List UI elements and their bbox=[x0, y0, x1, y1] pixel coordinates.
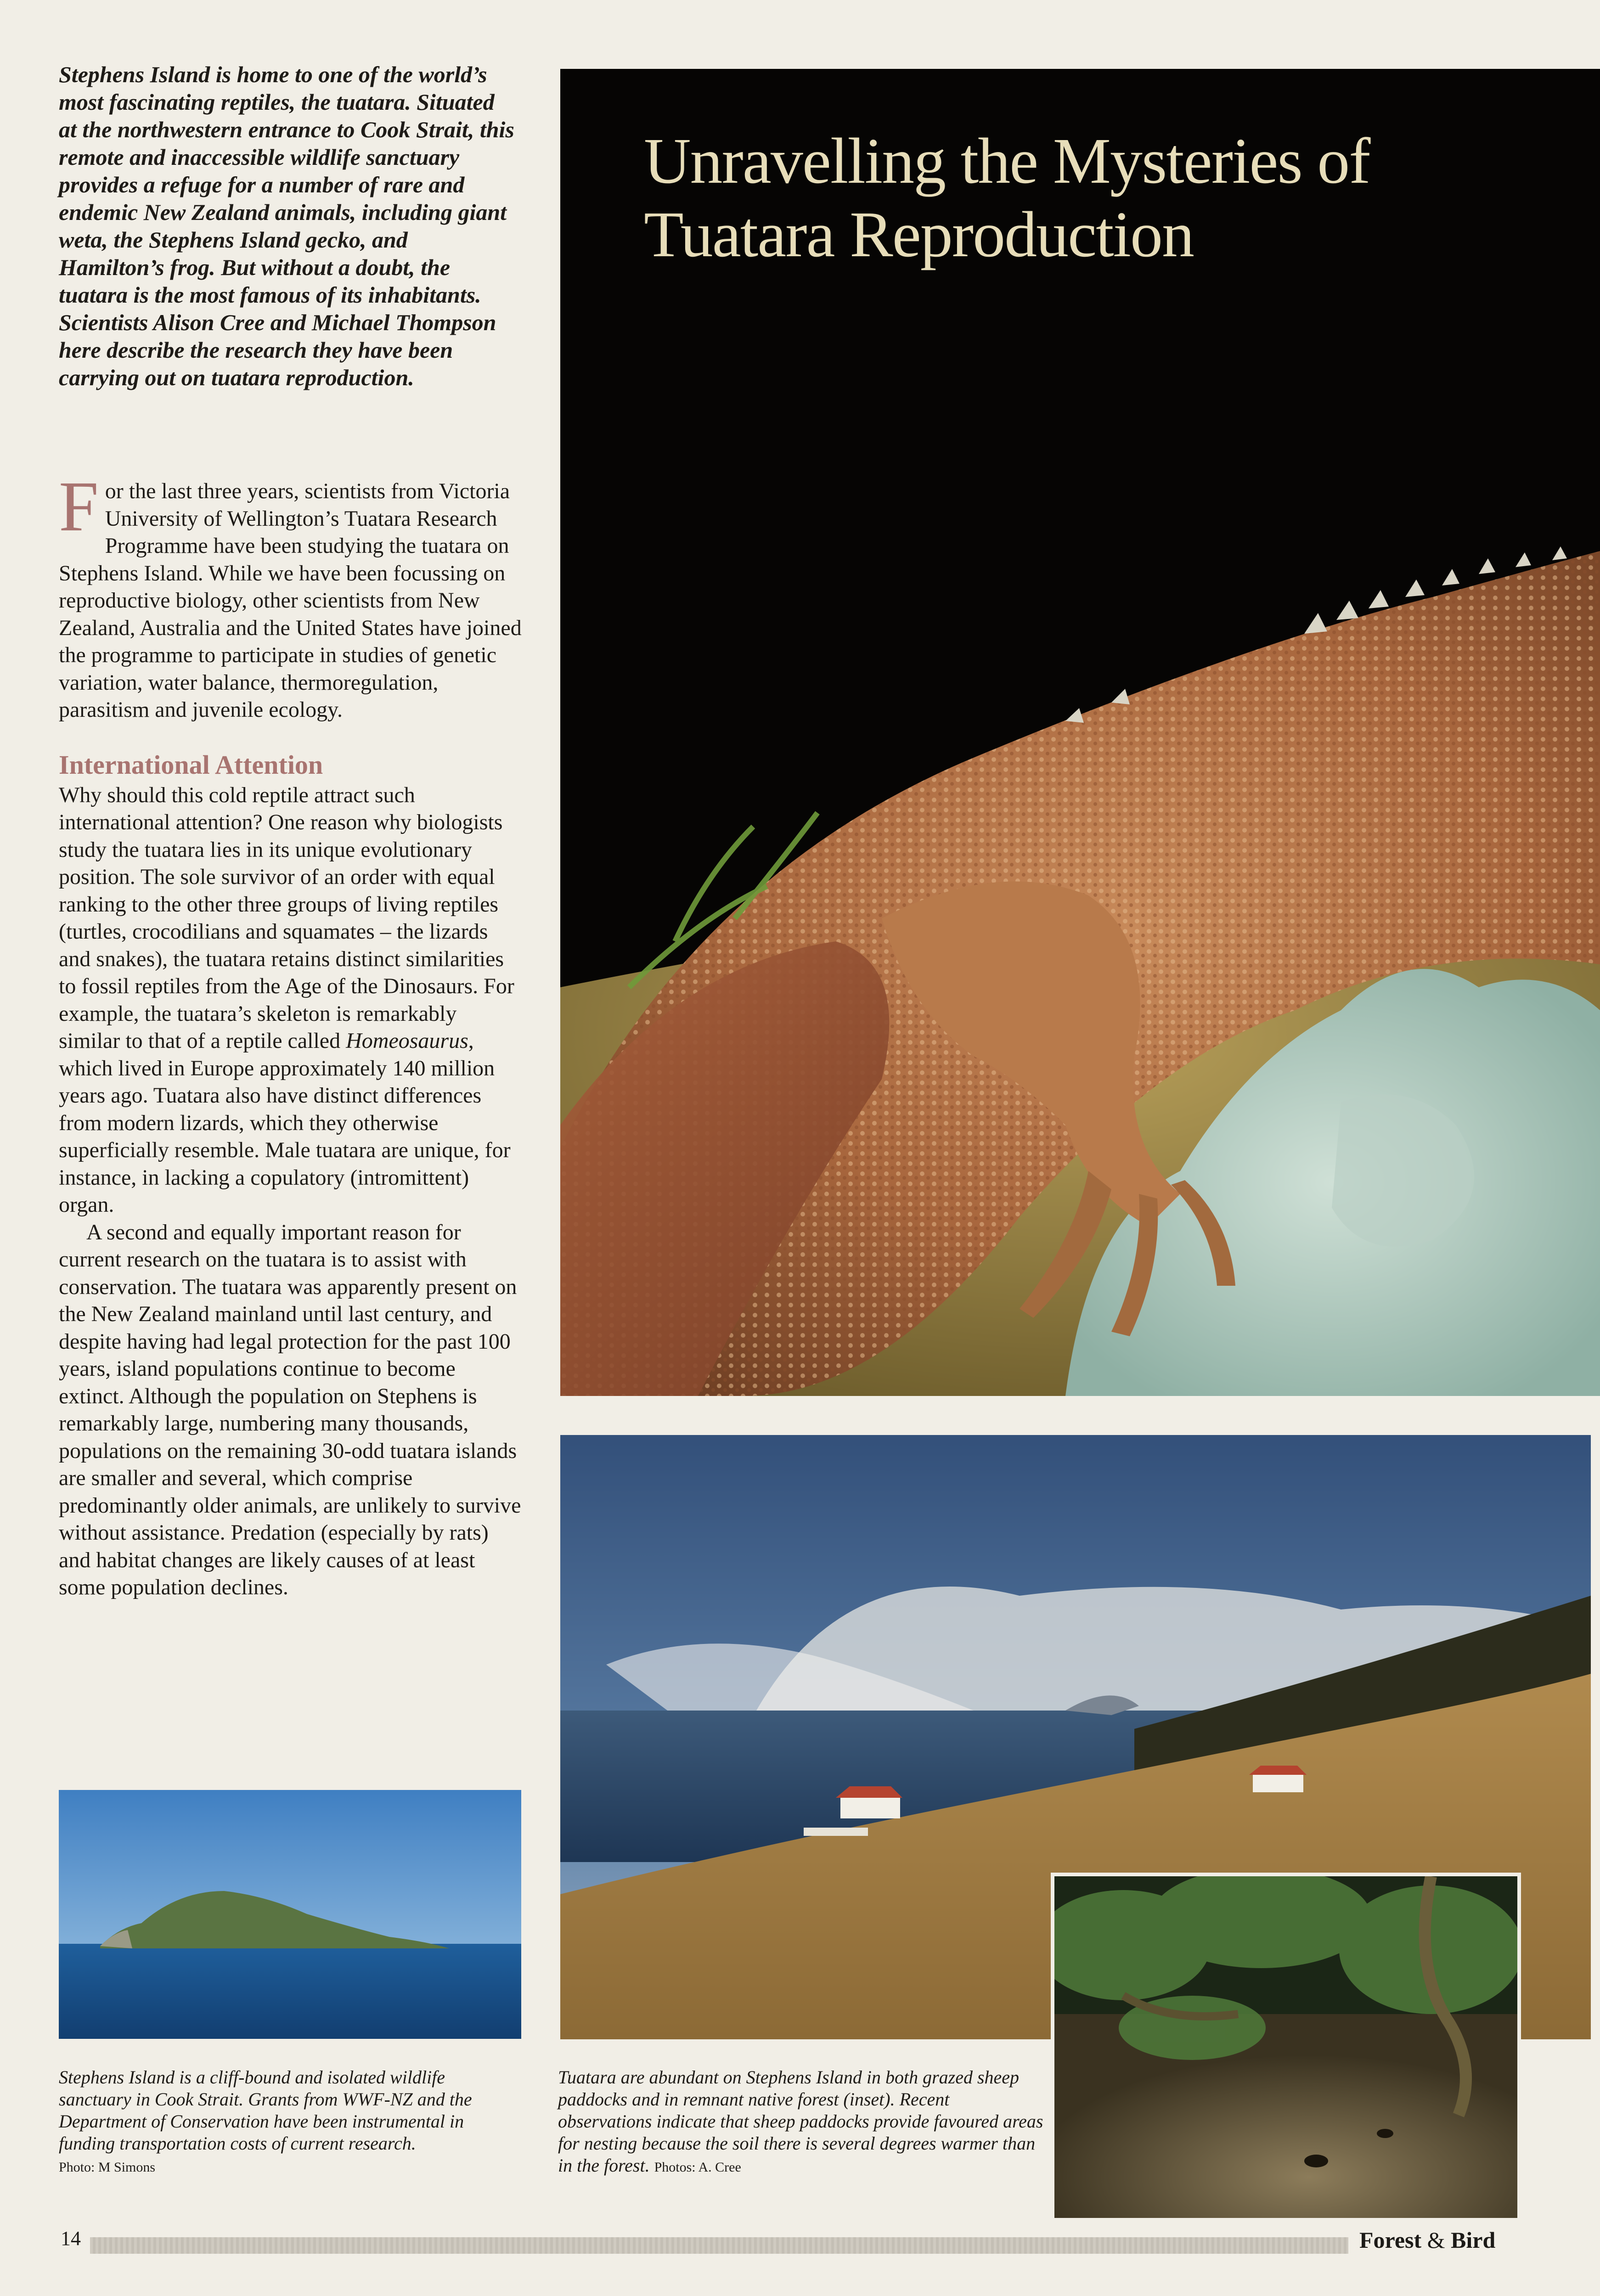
island-illustration bbox=[59, 1790, 521, 2039]
article-title bbox=[644, 124, 1516, 271]
paragraph-2-text-b: , which lived in Europe approximately 140 million years ago. Tuatara also have distinct differences from modern lizards, which they otherwise superficially resemble. Male tuatara are unique, for instance, in lacking a copulatory (intromittent) organ. bbox=[59, 1029, 511, 1217]
magazine-name bbox=[1359, 2227, 1495, 2253]
paragraph-3: A second and equally important reason for current research on the tuatara is to assist with conservation. The tuatara was apparently present on the New Zealand mainland until last century, and despite having had legal protection for the past 100 years, island populations continue to become extinct. Although the population on Stephens is remarkably large, numbering many thousands, populations on the remaining 30-odd tuatara islands are smaller and several, which comprise predominantly older animals, are unlikely to survive without assistance. Predation (especially by rats) and habitat changes are likely causes of at least some population declines. bbox=[59, 1220, 521, 1599]
subheading: International Attention bbox=[59, 749, 323, 780]
paragraph-2 bbox=[59, 782, 523, 1219]
island-caption-text: Stephens Island is a cliff-bound and isolated wildlife sanctuary in Cook Strait. Grants from WWF-NZ and the Department of Conservation have been instrumental in funding transportation costs of current research. bbox=[59, 2067, 472, 2154]
article-body bbox=[59, 467, 523, 1601]
drop-cap: F bbox=[59, 467, 99, 546]
brand-forest: Forest bbox=[1359, 2227, 1422, 2253]
paragraph-2-text-a: Why should this cold reptile attract such international attention? One reason why biologists study the tuatara lies in its unique evolutionary position. The sole survivor of an order with equal ranking to the other three groups of living reptiles (turtles, crocodilians and squamates – the lizards and snakes), the tuatara retains distinct similarities to fossil reptiles from the Age of the Dinosaurs. For example, the tuatara’s skeleton is remarkably similar to that of a reptile called bbox=[59, 782, 514, 1053]
landscape-caption bbox=[558, 2066, 1045, 2178]
footer-rule bbox=[90, 2237, 1348, 2254]
brand-ampersand: & bbox=[1427, 2227, 1445, 2253]
landscape-photo-credit: Photos: A. Cree bbox=[654, 2160, 741, 2175]
forest-inset-photo bbox=[1051, 1873, 1521, 2222]
island-caption bbox=[59, 2066, 500, 2178]
landscape-caption-text: Tuatara are abundant on Stephens Island in both grazed sheep paddocks and in remnant native forest (inset). Recent observations indicate that sheep paddocks provide favoured areas for nesting because the soil there is several degrees warmer than in the forest. bbox=[558, 2067, 1043, 2176]
island-photo-credit: Photo: M Simons bbox=[59, 2160, 156, 2175]
page-number: 14 bbox=[61, 2227, 81, 2250]
paragraph-1 bbox=[59, 467, 523, 724]
title-line-2: Tuatara Reproduction bbox=[644, 198, 1194, 270]
brand-bird: Bird bbox=[1451, 2227, 1496, 2253]
genus-name: Homeosaurus bbox=[346, 1029, 468, 1053]
intro-paragraph: Stephens Island is home to one of the world’s most fascinating reptiles, the tuatara. Situated at the northwestern entrance to Cook Strait, this remote and inaccessible wildlife sanctuary provides a refuge for a number of rare and endemic New Zealand animals, including giant weta, the Stephens Island gecko, and Hamilton’s frog. But without a doubt, the tuatara is the most famous of its inhabitants. Scientists Alison Cree and Michael Thompson here describe the research they have been carrying out on tuatara reproduction. bbox=[59, 62, 514, 390]
paragraph-1-text: or the last three years, scientists from Victoria University of Wellington’s Tuatara Research Programme have been studying the tuatara on Stephens Island. While we have been focussing on reproductive biology, other scientists from New Zealand, Australia and the United States have joined the programme to participate in studies of genetic variation, water balance, thermoregulation, parasitism and juvenile ecology. bbox=[59, 479, 522, 722]
title-line-1: Unravelling the Mysteries of bbox=[644, 124, 1370, 197]
island-photo bbox=[59, 1790, 521, 2039]
forest-illustration bbox=[1054, 1876, 1517, 2218]
